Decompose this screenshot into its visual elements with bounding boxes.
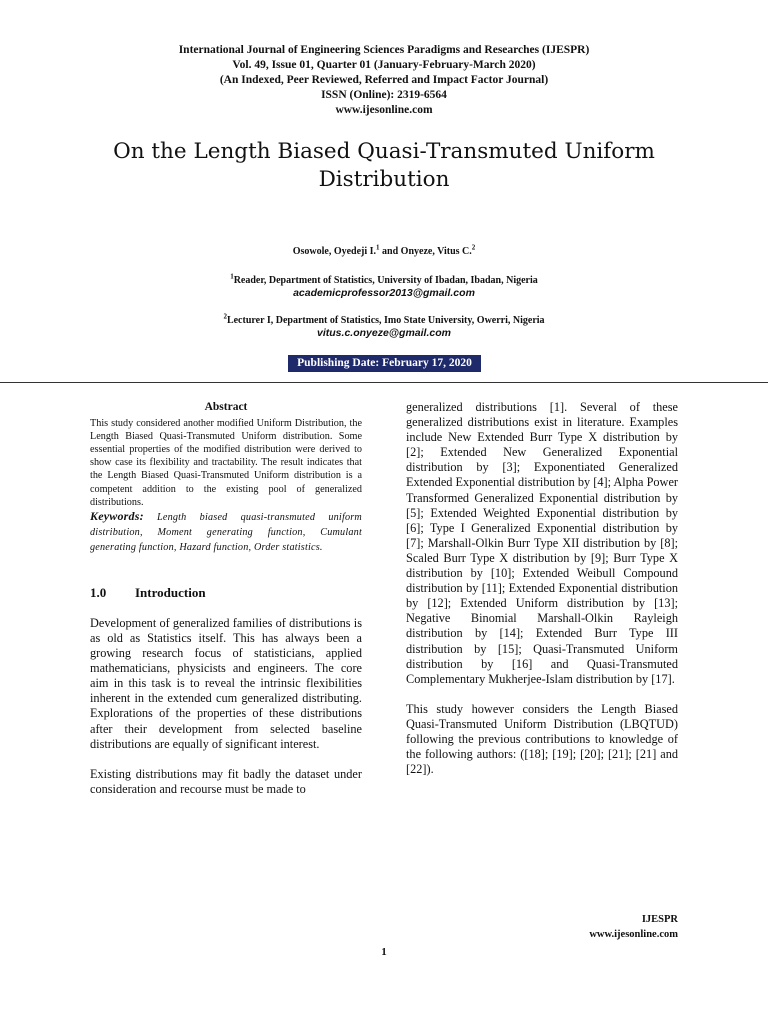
right-paragraph-1: generalized distributions [1]. Several of these generalized distributions exist in literature. Examples include New Extended Burr Type X distribution by [2]; Extended New Generalized Exponential distribution by [3]; Exponentiated Generalized Extended Exponential distribution by [4]; Alpha Power Transformed Generalized Exponential distribution by [5]; Extended Weighted Exponential distribution by [6]; Type I Generalized Exponential distribution by [7]; Marshall-Olkin Burr Type XII distribution by [8]; Scaled Burr Type X distribution by [9]; Burr Type X distribution by [10]; Extended Weibull Compound distribution by [11]; Extended Exponential distribution by [12]; Extended Uniform distribution by [13]; Negative Binomial Marshall-Olkin Rayleigh distribution by [14]; Extended Burr Type III distribution by [15]; Quasi-Transmuted Uniform distribution by [16] and Quasi-Transmuted Complementary Mukherjee-Islam distribution by [17]. bbox=[406, 400, 678, 686]
affiliation-1 bbox=[0, 274, 768, 300]
affiliation-2-mark: 2 bbox=[223, 312, 227, 321]
intro-paragraph-1: Development of generalized families of distributions is as old as Statistics itself. This has always been a growing research focus of statisticians, applied mathematicians, physicists and engineers. The core aim in this task is to reveal the intrinsic flexibilities inherent in the extended cum generalized distributing. Explorations of the properties of these distributions after their development from selected baseline distributions are equally of significant interest. bbox=[90, 615, 362, 751]
journal-volume: Vol. 49, Issue 01, Quarter 01 (January-February-March 2020) bbox=[232, 59, 536, 71]
page-number: 1 bbox=[381, 946, 387, 958]
author-conjunction: and bbox=[379, 246, 401, 257]
left-column bbox=[90, 400, 362, 812]
author-1: Osowole, Oyedeji I. bbox=[292, 246, 377, 257]
affiliation-2-email[interactable]: vitus.c.onyeze@gmail.com bbox=[317, 327, 451, 339]
affiliation-2 bbox=[0, 314, 768, 340]
section-number: 1.0 bbox=[90, 584, 107, 600]
abstract-heading: Abstract bbox=[204, 401, 248, 413]
right-column bbox=[406, 400, 678, 792]
paper-title bbox=[60, 138, 708, 194]
author-2-affil-mark: 2 bbox=[471, 243, 476, 252]
right-paragraph-2: This study however considers the Length Biased Quasi-Transmuted Uniform Distribution (LBQTUD) following the previous contributions to knowledge of the following authors: ([18]; [19]; [20]; [21]; [21] and [22]). bbox=[406, 701, 678, 777]
publishing-date-badge: Publishing Date: February 17, 2020 bbox=[288, 355, 481, 372]
affiliation-1-text: Reader, Department of Statistics, University of Ibadan, Ibadan, Nigeria bbox=[233, 275, 538, 286]
journal-url: www.ijesonline.com bbox=[335, 104, 433, 116]
section-title: Introduction bbox=[135, 584, 206, 600]
keywords bbox=[90, 509, 362, 555]
paper-title-line-2: Distribution bbox=[318, 167, 450, 192]
intro-paragraph-2: Existing distributions may fit badly the dataset under consideration and recourse must be made to bbox=[90, 766, 362, 796]
author-list bbox=[0, 243, 768, 257]
paper-title-line-1: On the Length Biased Quasi-Transmuted Uniform bbox=[113, 139, 655, 164]
abstract-text: This study considered another modified Uniform Distribution, the Length Biased Quasi-Transmuted Uniform distribution. Some essential properties of the modified distribution were derived to show case its flexibility and tractability. The result indicates that the Length Biased Quasi-Transmuted Uniform distribution is a competent addition to the existing pool of generalized distributions. bbox=[90, 418, 362, 508]
affiliation-2-text: Lecturer I, Department of Statistics, Imo State University, Owerri, Nigeria bbox=[226, 315, 545, 326]
author-1-affil-mark: 1 bbox=[376, 243, 380, 252]
journal-issn: ISSN (Online): 2319-6564 bbox=[321, 89, 447, 101]
header-divider bbox=[0, 382, 768, 383]
journal-header bbox=[0, 43, 768, 118]
journal-name: International Journal of Engineering Sciences Paradigms and Researches (IJESPR) bbox=[178, 44, 590, 56]
author-2: Onyeze, Vitus C. bbox=[400, 246, 472, 257]
footer-journal: IJESPR bbox=[641, 914, 678, 925]
journal-description: (An Indexed, Peer Reviewed, Referred and Impact Factor Journal) bbox=[219, 74, 549, 86]
affiliation-1-email[interactable]: academicprofessor2013@gmail.com bbox=[293, 287, 475, 299]
keywords-label: Keywords: bbox=[90, 508, 144, 523]
footer-url: www.ijesonline.com bbox=[589, 929, 678, 940]
introduction-heading bbox=[90, 585, 362, 600]
affiliation-1-mark: 1 bbox=[230, 272, 234, 281]
page-footer bbox=[589, 912, 678, 942]
keywords-text: Length biased quasi-transmuted uniform distribution, Moment generating function, Cumulant generating function, Hazard function, Order statistics. bbox=[90, 511, 362, 553]
